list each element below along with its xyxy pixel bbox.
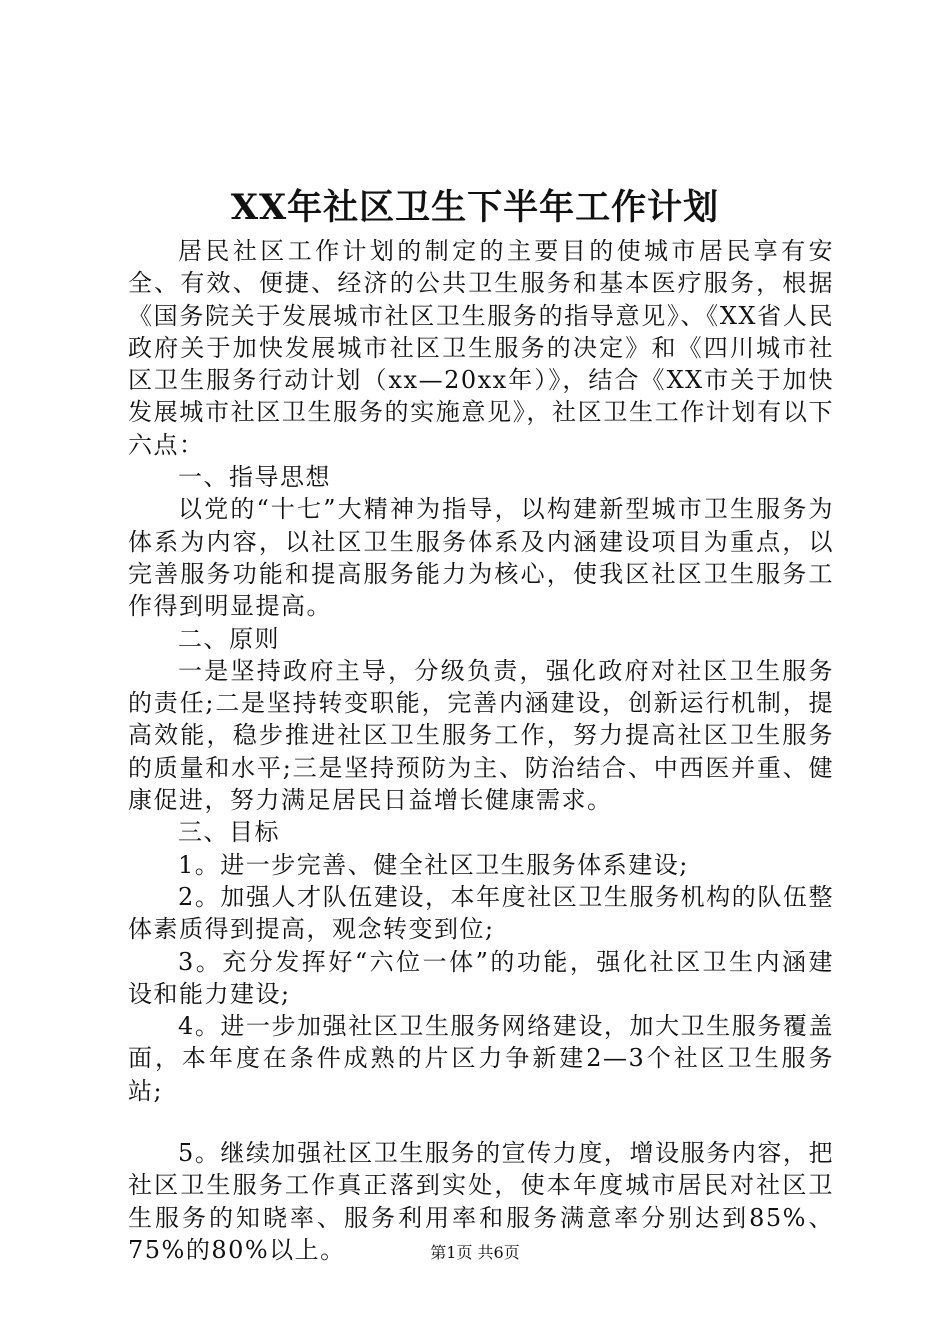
- goal-item-2: 2。加强人才队伍建设，本年度社区卫生服务机构的队伍整体素质得到提高，观念转变到位;: [128, 882, 834, 944]
- section-heading-goals: 三、目标: [178, 818, 280, 847]
- section-heading-principles: 二、原则: [178, 624, 280, 653]
- intro-paragraph: 居民社区工作计划的制定的主要目的使城市居民享有安全、有效、便捷、经济的公共卫生服务和基本医疗服务，根据《国务院关于发展城市社区卫生服务的指导意见》、《XX省人民政府关于加快发展城市社区卫生服务的决定》和《四川城市社区卫生服务行动计划（xx—20xx年）》，结合《XX市关于加快发展城市社区卫生服务的实施意见》，社区卫生工作计划有以下六点：: [128, 237, 834, 459]
- guiding-ideology-paragraph: 以党的“十七”大精神为指导，以构建新型城市卫生服务为体系为内容，以社区卫生服务体系及内涵建设项目为重点，以完善服务功能和提高服务能力为核心，使我区社区卫生服务工作得到明显提高。: [128, 495, 834, 621]
- principles-paragraph: 一是坚持政府主导，分级负责，强化政府对社区卫生服务的责任;二是坚持转变职能，完善内涵建设，创新运行机制，提高效能，稳步推进社区卫生服务工作，努力提高社区卫生服务的质量和水平;三是坚持预防为主、防治结合、中西医并重、健康促进，努力满足居民日益增长健康需求。: [128, 656, 834, 815]
- goal-item-3: 3。充分发挥好“六位一体”的功能，强化社区卫生内涵建设和能力建设;: [128, 947, 834, 1008]
- section-heading-guiding-ideology: 一、指导思想: [178, 463, 331, 492]
- document-title: XX年社区卫生下半年工作计划: [230, 187, 720, 228]
- goal-item-5: 5。继续加强社区卫生服务的宣传力度，增设服务内容，把社区卫生服务工作真正落到实处，使本年度城市居民对社区卫生服务的知晓率、服务利用率和服务满意率分别达到85%、75%的80%以上。: [128, 1139, 834, 1264]
- document-body: [128, 235, 834, 1266]
- goal-item-4: 4。进一步加强社区卫生服务网络建设，加大卫生服务覆盖面，本年度在条件成熟的片区力争新建2—3个社区卫生服务站;: [128, 1012, 834, 1105]
- goal-item-1: 1。进一步完善、健全社区卫生服务体系建设;: [178, 850, 689, 879]
- page-number-footer: 第1页 共6页: [430, 1243, 520, 1262]
